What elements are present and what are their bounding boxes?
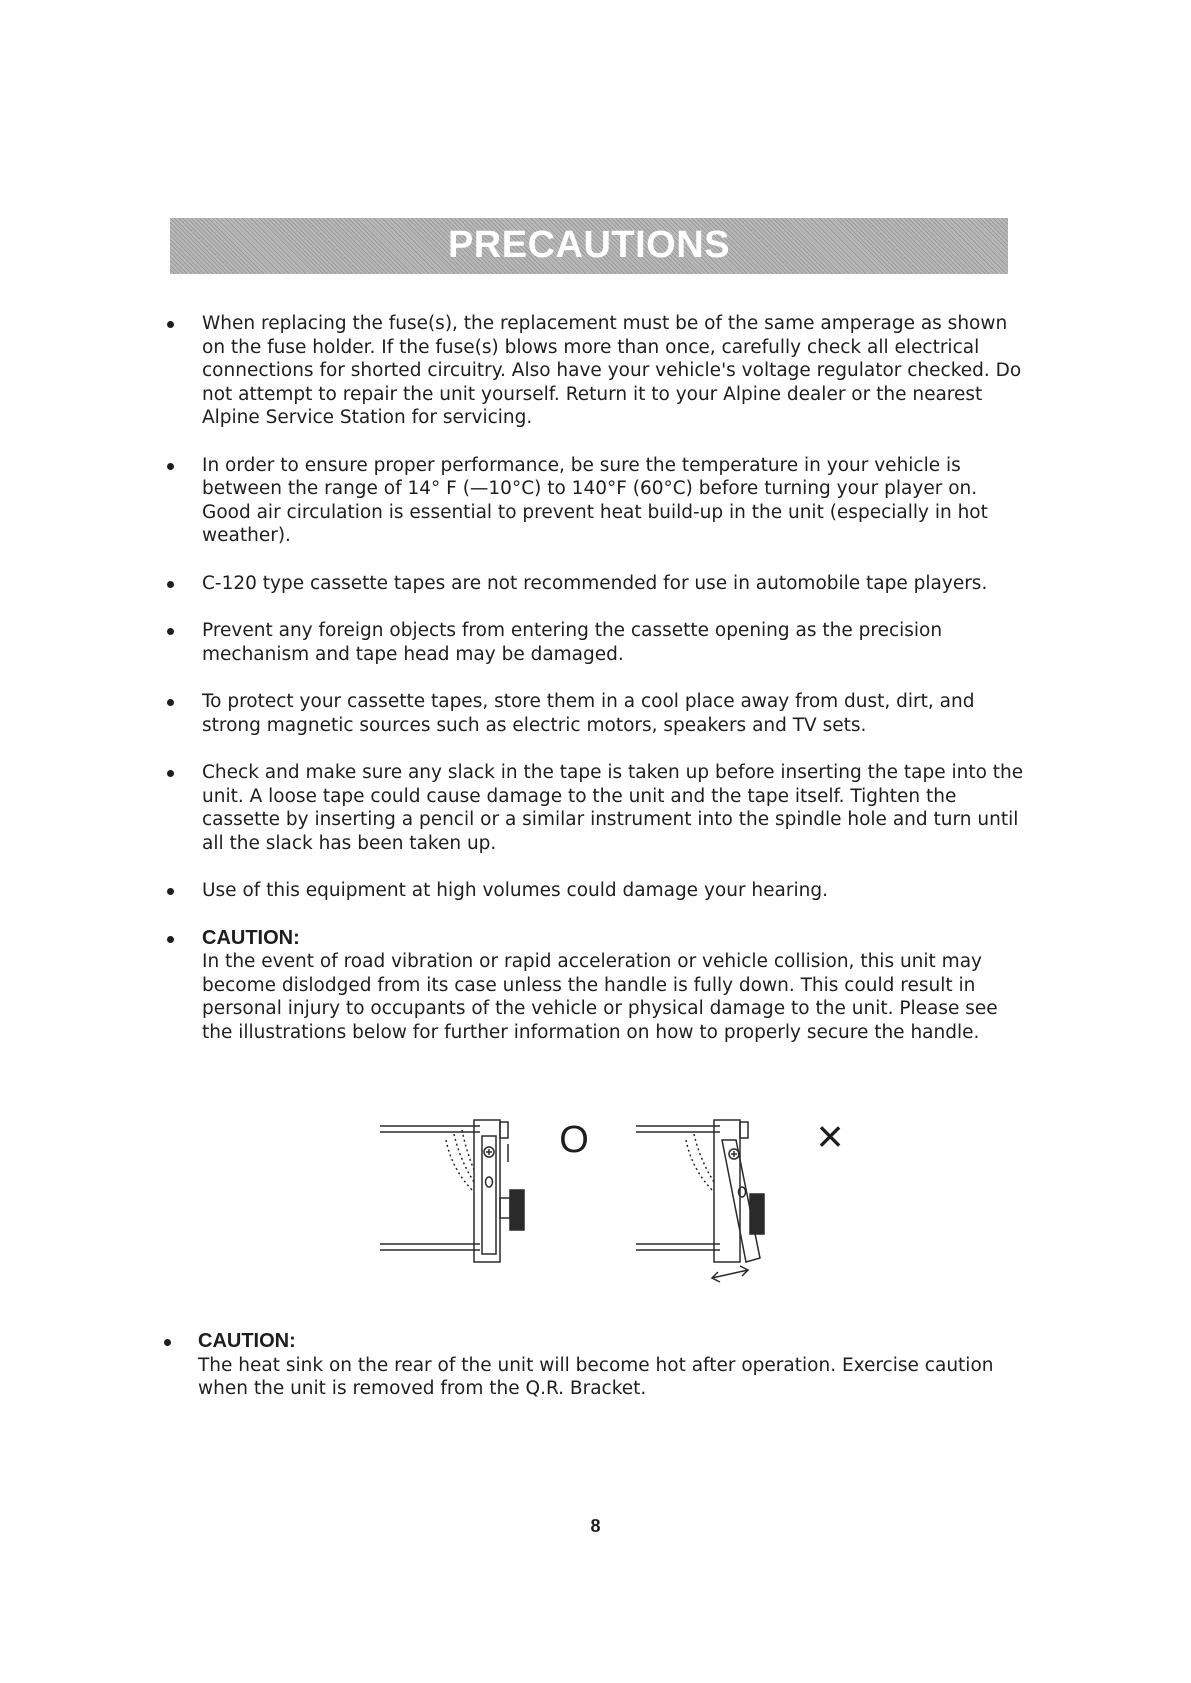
bullet-icon [167, 463, 174, 470]
list-item [150, 454, 1030, 548]
list-item [150, 619, 1030, 666]
bullet-icon [167, 321, 174, 328]
list-item-text: C-120 type cassette tapes are not recommended for use in automobile tape players. [202, 572, 988, 594]
list-item [150, 690, 1030, 737]
incorrect-symbol: × [816, 1110, 844, 1162]
list-item [150, 312, 1030, 430]
precautions-list [150, 312, 1030, 1044]
incorrect-handle-diagram [636, 1120, 764, 1282]
title-banner [170, 218, 1008, 274]
list-item [150, 572, 1030, 596]
correct-handle-diagram [380, 1120, 524, 1262]
list-item-text: Prevent any foreign objects from entering the cassette opening as the precision mechanism and tape head may be damaged. [202, 620, 943, 665]
bullet-icon [167, 936, 174, 943]
correct-symbol: O [559, 1119, 589, 1161]
page-number: 8 [590, 1516, 601, 1536]
list-item-text: Use of this equipment at high volumes could damage your hearing. [202, 880, 828, 901]
list-item [150, 761, 1030, 855]
list-item-text: In order to ensure proper performance, be sure the temperature in your vehicle is between the range of 14° F (—10°C) to 140°F (60°C) before turning your player on. Good air circulation is essential to prevent heat build-up in the unit (especially in hot weather). [202, 454, 988, 546]
list-item-text: Check and make sure any slack in the tape is taken up before inserting the tape into the unit. A loose tape could cause damage to the unit and the tape itself. Tighten the cassette by inserting a pencil or a similar instrument into the spindle hole and turn until all the slack has been taken up. [202, 762, 1024, 854]
list-item-text: When replacing the fuse(s), the replacement must be of the same amperage as shown on the fuse holder. If the fuse(s) blows more than once, carefully check all electrical connections for shorted circuitry. Also have your vehicle's voltage regulator checked. Do not attempt to repair the unit yourself. Return it to your Alpine dealer or the nearest Alpine Service Station for servicing. [202, 313, 1022, 428]
caution-item [150, 1330, 1030, 1401]
bullet-icon [164, 1339, 171, 1346]
bullet-icon [167, 628, 174, 635]
bullet-icon [167, 888, 174, 895]
bullet-icon [167, 770, 174, 777]
caution-heading: CAUTION: [202, 926, 300, 949]
list-item-text: To protect your cassette tapes, store them in a cool place away from dust, dirt, and strong magnetic sources such as electric motors, speakers and TV sets. [202, 691, 975, 736]
handle-illustration [370, 1110, 850, 1290]
caution-text: The heat sink on the rear of the unit will become hot after operation. Exercise caution when the unit is removed from the Q.R. Bracket. [198, 1354, 994, 1399]
caution-item [150, 927, 1030, 1045]
bullet-icon [167, 581, 174, 588]
list-item [150, 879, 1030, 903]
caution-list [150, 1330, 1030, 1401]
caution-text: In the event of road vibration or rapid acceleration or vehicle collision, this unit may become dislodged from its case unless the handle is fully down. This could result in personal injury to occupants of the vehicle or physical damage to the unit. Please see the illustrations below for further information on how to properly secure the handle. [202, 951, 998, 1043]
caution-heading: CAUTION: [198, 1330, 296, 1352]
bullet-icon [167, 699, 174, 706]
page-title: PRECAUTIONS [447, 224, 731, 266]
